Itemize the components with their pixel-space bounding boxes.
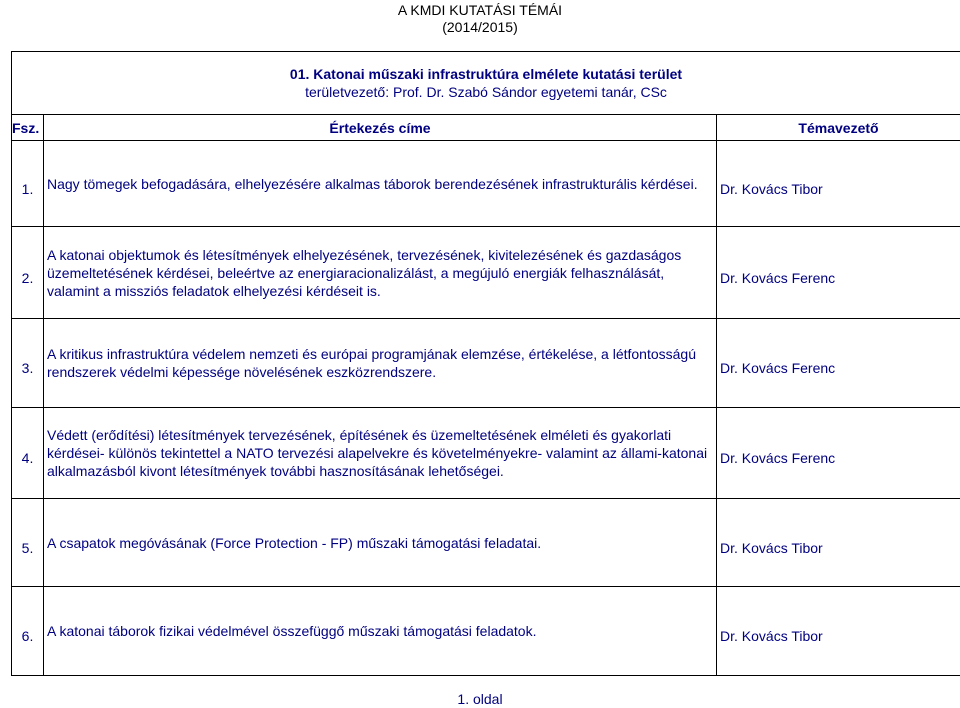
row-supervisor: Dr. Kovács Tibor	[717, 587, 960, 676]
header-number: Fsz.	[12, 115, 44, 141]
row-title: Nagy tömegek befogadására, elhelyezésére alkalmas táborok berendezésének infrastrukturális kérdései.	[44, 141, 717, 227]
row-title: Védett (erődítési) létesítmények tervezésének, építésének és üzemeltetésének elméleti és gyakorlati kérdései- különös tekintettel a NATO tervezési alapelvekre és követelményekre- valamint az állami-katonai alkalmazásból kivont létesítmények további hasznosításának lehetőségei.	[44, 408, 717, 499]
row-title: A katonai objektumok és létesítmények elhelyezésének, tervezésének, kivitelezésének és gazdaságos üzemeltetésének kérdései, beleértve az energiaracionalizálást, a megújuló energiák felhasználását, valamint a missziós feladatok elhelyezési kérdéseit is.	[44, 227, 717, 319]
row-number: 1.	[12, 141, 44, 227]
table-row	[12, 141, 960, 227]
row-title: A csapatok megóvásának (Force Protection - FP) műszaki támogatási feladatai.	[44, 499, 717, 587]
page-number: 1. oldal	[0, 690, 960, 708]
section-title: 01. Katonai műszaki infrastruktúra elmélete kutatási terület	[12, 65, 960, 83]
row-supervisor: Dr. Kovács Tibor	[717, 499, 960, 587]
table-row	[12, 227, 960, 319]
row-supervisor: Dr. Kovács Ferenc	[717, 408, 960, 499]
section-title-cell	[12, 52, 960, 115]
row-title: A kritikus infrastruktúra védelem nemzeti és európai programjának elemzése, értékelése, a létfontosságú rendszerek védelmi képessége növelésének eszközrendszere.	[44, 319, 717, 408]
table-row	[12, 499, 960, 587]
table-row	[12, 587, 960, 676]
row-number: 5.	[12, 499, 44, 587]
section-title-row	[12, 52, 960, 115]
row-title: A katonai táborok fizikai védelmével összefüggő műszaki támogatási feladatok.	[44, 587, 717, 676]
page-header-year: (2014/2015)	[0, 17, 960, 37]
table-row	[12, 408, 960, 499]
header-supervisor: Témavezető	[717, 115, 960, 141]
section-subtitle: területvezető: Prof. Dr. Szabó Sándor egyetemi tanár, CSc	[12, 83, 960, 101]
row-supervisor: Dr. Kovács Tibor	[717, 141, 960, 227]
page-header-title: A KMDI KUTATÁSI TÉMÁI	[0, 0, 960, 20]
row-supervisor: Dr. Kovács Ferenc	[717, 227, 960, 319]
row-number: 3.	[12, 319, 44, 408]
header-title: Értekezés címe	[44, 115, 717, 141]
table-header-row	[12, 115, 960, 141]
row-number: 2.	[12, 227, 44, 319]
row-number: 4.	[12, 408, 44, 499]
table-row	[12, 319, 960, 408]
row-number: 6.	[12, 587, 44, 676]
row-supervisor: Dr. Kovács Ferenc	[717, 319, 960, 408]
research-topics-table	[11, 51, 960, 676]
